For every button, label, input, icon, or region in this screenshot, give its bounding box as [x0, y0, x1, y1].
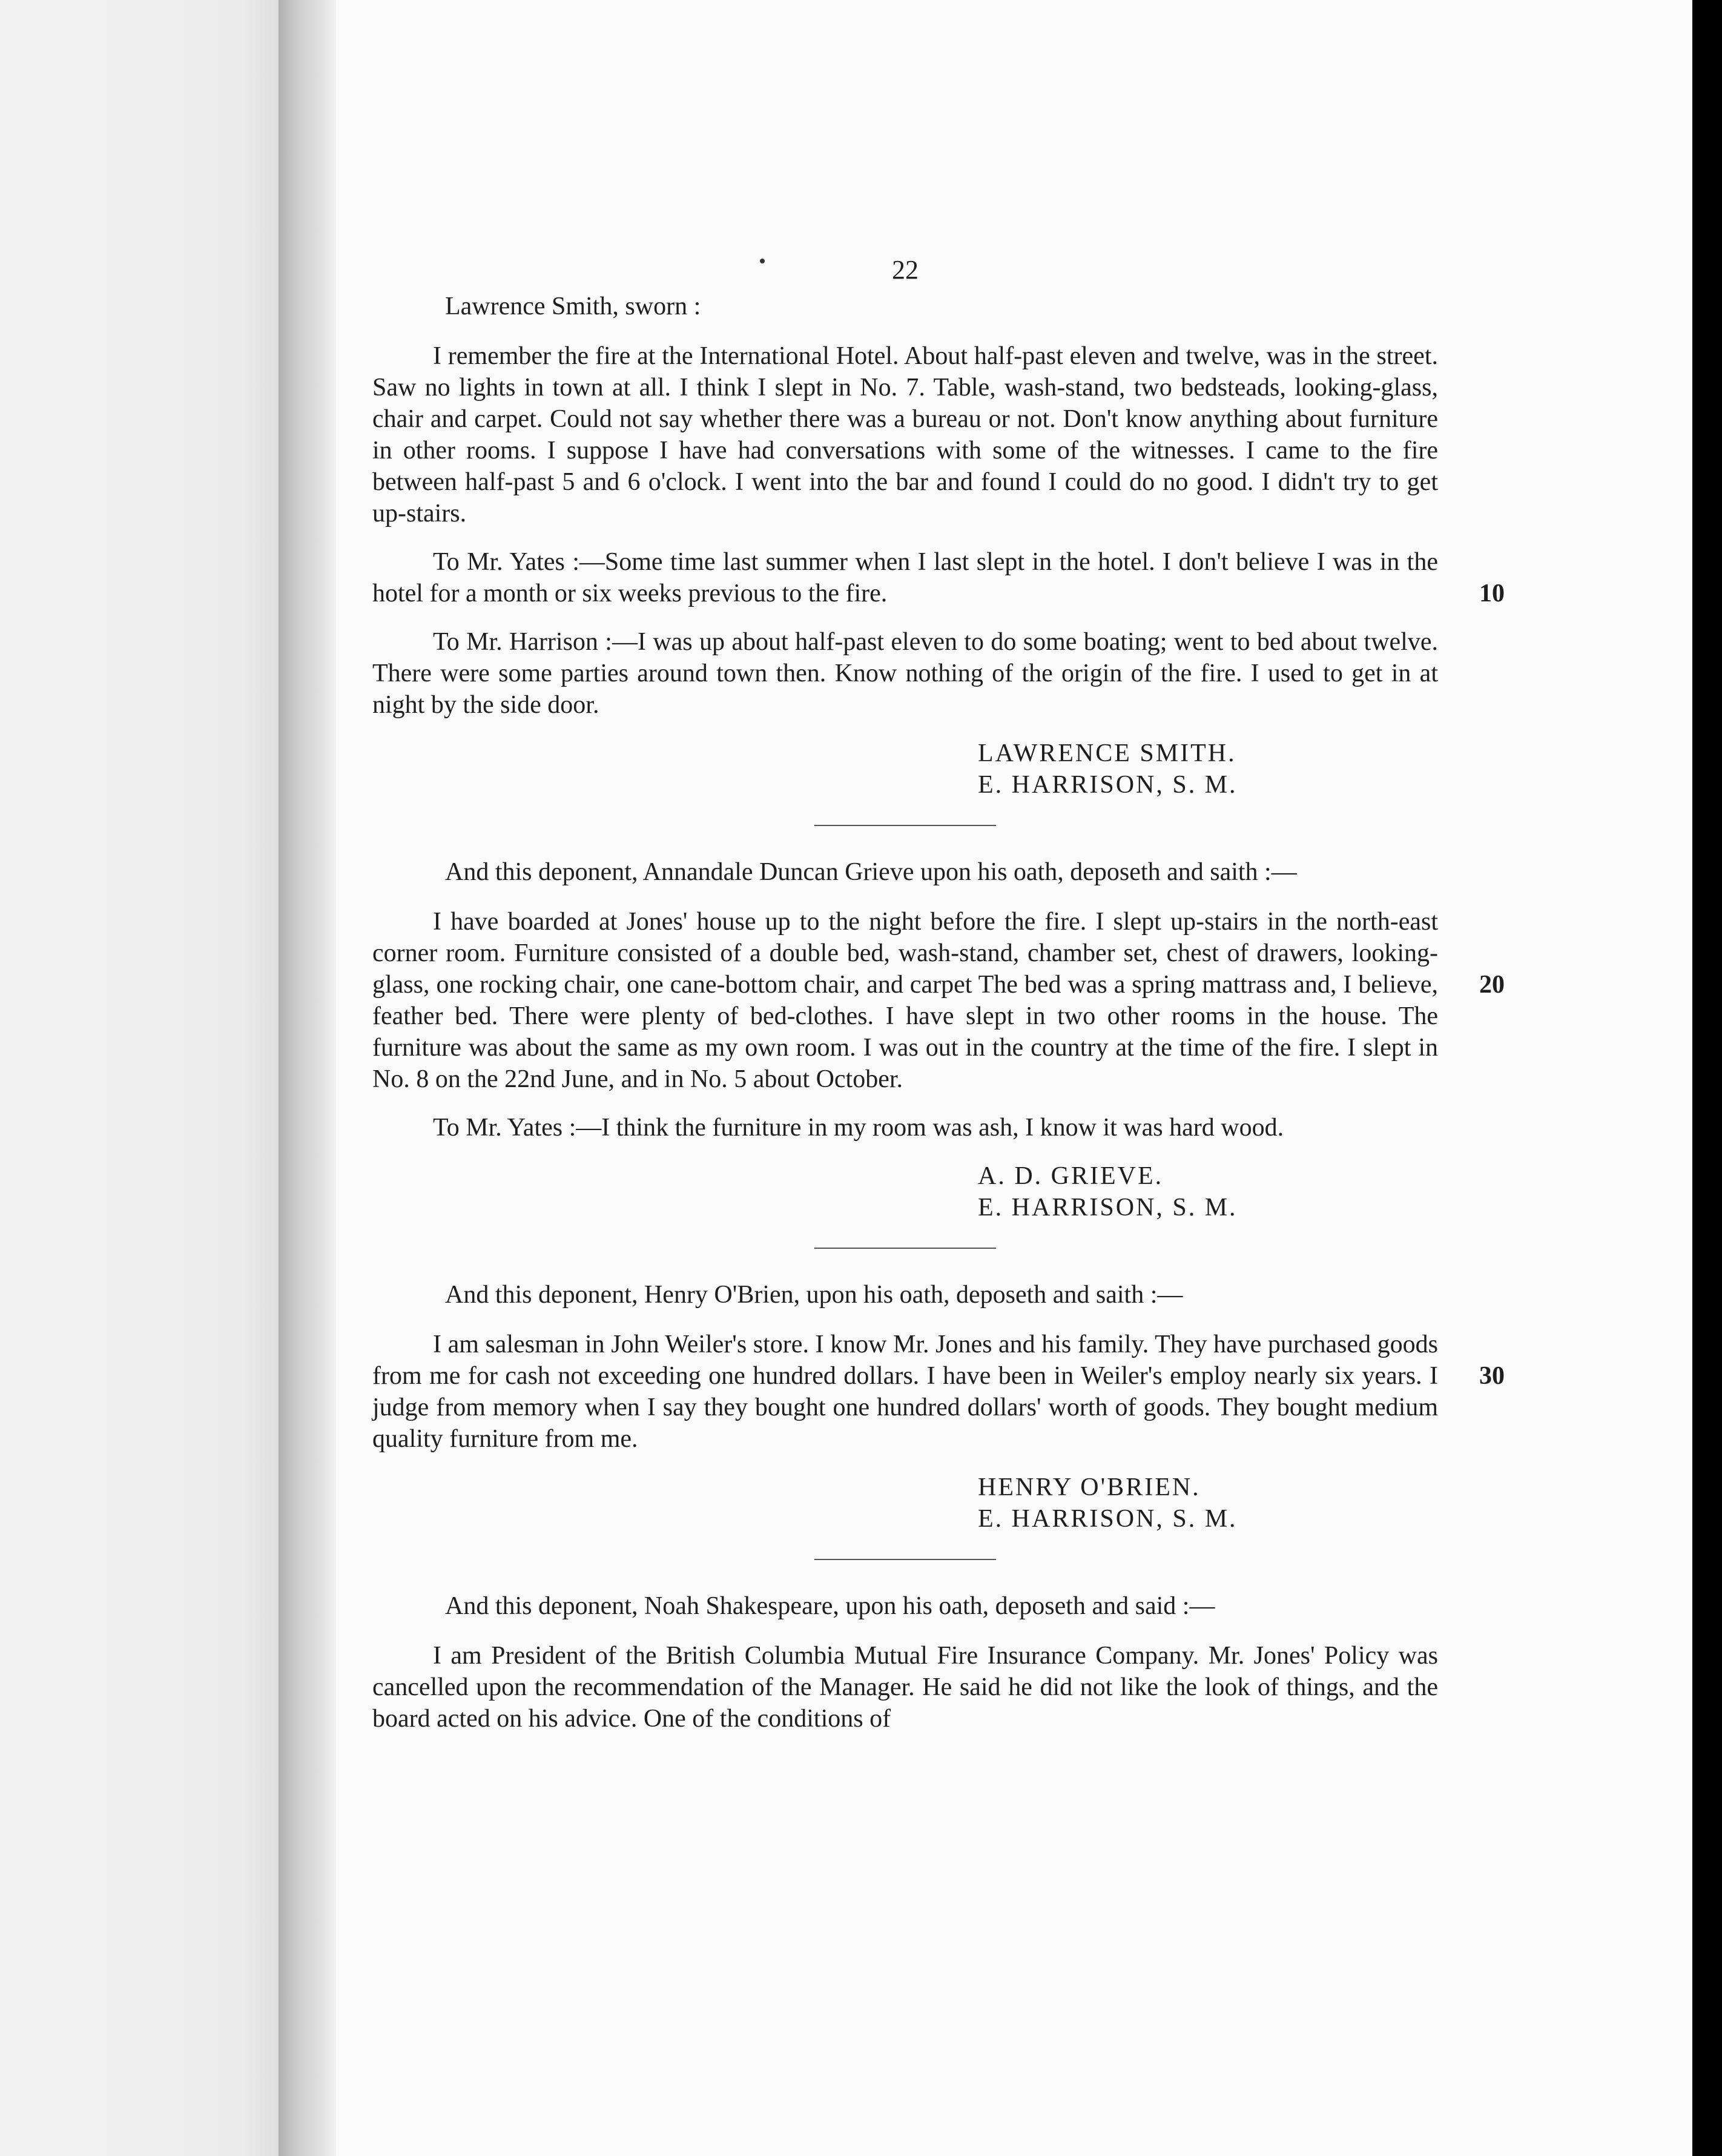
signature-magistrate: E. HARRISON, S. M. — [978, 1505, 1238, 1533]
testimony-paragraph: To Mr. Harrison :—I was up about half-past eleven to do some boating; went to bed about twelve. There were some parties around town then. Know nothing of the origin of the fire. I used to get in at night by the side door. — [372, 628, 1438, 719]
deponent-heading-shakespeare: And this deponent, Noah Shakespeare, upon his oath, deposeth and said :— — [445, 1592, 1215, 1620]
paragraph-text: I have boarded at Jones' house up to the night before the fire. I slept up-stairs in the north-east corner room. Furniture consisted of a double bed, wash-stand, chamber set, chest of drawers, looking-glass, one rocking chair, one cane-bottom chair, and carpet The bed was a spring mattrass and, I believe, feather bed. There were plenty of bed-clothes. I have slept in two other rooms in the house. The furniture was about the same as my own room. I was out in the country at the time of the fire. I slept in No. 8 on the 22nd June, and in No. 5 about October. — [372, 908, 1438, 1093]
signature-block — [372, 1472, 1438, 1535]
paragraph-text: To Mr. Yates :—Some time last summer when I last slept in the hotel. I don't believe I was in the hotel for a month or six weeks previous to the fire. — [372, 548, 1438, 607]
signature-deponent: HENRY O'BRIEN. — [978, 1473, 1201, 1501]
section-divider — [814, 825, 996, 826]
page-text — [372, 254, 1505, 1751]
signature-block — [372, 738, 1438, 801]
line-number-10: 10 — [1479, 580, 1505, 607]
line-number-20: 20 — [1479, 971, 1505, 999]
signature-magistrate: E. HARRISON, S. M. — [978, 771, 1238, 799]
signature-magistrate: E. HARRISON, S. M. — [978, 1194, 1238, 1222]
deponent-heading-grieve: And this deponent, Annandale Duncan Grieve upon his oath, deposeth and saith :— — [445, 858, 1297, 886]
book-gutter-shadow — [279, 0, 339, 2156]
testimony-paragraph: I remember the fire at the International Hotel. About half-past eleven and twelve, was in the street. Saw no lights in town at all. I think I slept in No. 7. Table, wash-stand, two bedsteads, looking-glass, chair and carpet. Could not say whether there was a bureau or not. Don't know anything about furniture in other rooms. I suppose I have had conversations with some of the witnesses. I came to the fire between half-past 5 and 6 o'clock. I went into the bar and found I could do no good. I didn't try to get up-stairs. — [372, 342, 1438, 527]
deponent-heading-obrien: And this deponent, Henry O'Brien, upon his oath, deposeth and saith :— — [445, 1281, 1183, 1309]
section-divider — [814, 1248, 996, 1249]
signature-deponent: A. D. GRIEVE. — [978, 1162, 1164, 1190]
section-divider — [814, 1559, 996, 1560]
paragraph-text: I am salesman in John Weiler's store. I know Mr. Jones and his family. They have purchased goods from me for cash not exceeding one hundred dollars. I have been in Weiler's employ nearly six years. I judge from memory when I say they bought one hundred dollars' worth of goods. They bought medium quality furniture from me. — [372, 1331, 1438, 1453]
testimony-paragraph: I am President of the British Columbia Mutual Fire Insurance Company. Mr. Jones' Policy was cancelled upon the recommendation of the Manager. He said he did not like the look of things, and the board acted on his advice. One of the conditions of — [372, 1642, 1438, 1733]
testimony-paragraph — [372, 906, 1505, 1095]
left-page-margin — [0, 0, 285, 2156]
testimony-paragraph — [372, 1329, 1505, 1455]
signature-block — [372, 1160, 1438, 1223]
line-number-30: 30 — [1479, 1362, 1505, 1390]
testimony-paragraph: To Mr. Yates :—I think the furniture in my room was ash, I know it was hard wood. — [433, 1114, 1284, 1142]
page-number: 22 — [892, 255, 919, 285]
deponent-heading-smith: Lawrence Smith, sworn : — [445, 293, 701, 320]
signature-deponent: LAWRENCE SMITH. — [978, 739, 1236, 767]
testimony-paragraph — [372, 546, 1505, 609]
